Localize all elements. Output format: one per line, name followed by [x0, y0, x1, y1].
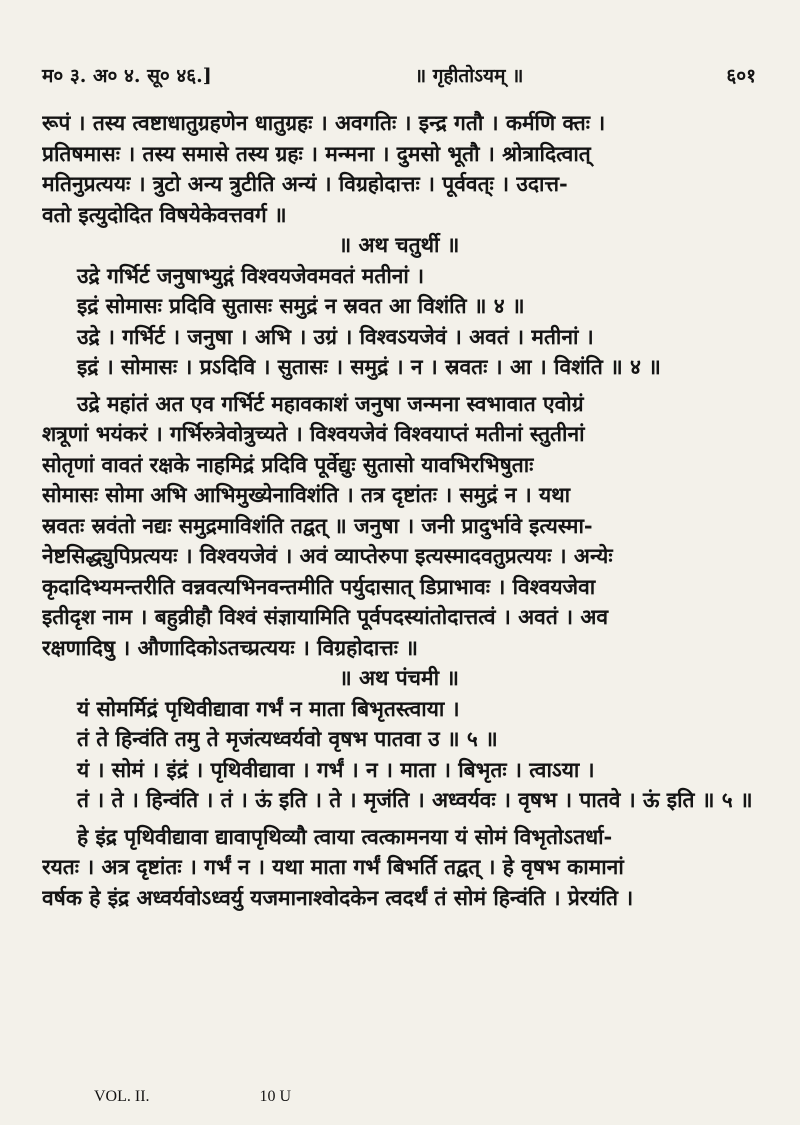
text-line: मतिनुप्रत्ययः । त्रुटो अन्य त्रुटीति अन्यं । विग्रहोदात्तः । पूर्ववत्‌ः । उदात्त- [42, 171, 568, 196]
commentary-line: सोमासः सोमा अभि आभिमुख्येनाविशंति । तत्र दृष्टांतः । समुद्रं न । यथा [42, 482, 571, 507]
main-text [42, 108, 756, 913]
pada-line: उद्रे । गर्भिर्ट । जनुषा । अभि । उग्रं । विश्वऽयजेवं । अवतं । मतीनां । [77, 323, 594, 349]
page-header [42, 62, 756, 92]
section-heading-fourth: ॥ अथ चतुर्थी ॥ [338, 232, 460, 257]
pada-line: इद्रं । सोमासः । प्रऽदिवि । सुतासः । समुद्रं । न । स्रवतः । आ । विशंति ॥ ४ ॥ [77, 354, 661, 379]
commentary-line: वर्षक हे इंद्र अध्वर्यवोऽध्वर्यु यजमानाश्वोदकेन त्वदर्थं तं सोमं हिन्वंति । प्रेरयंति । [42, 884, 634, 910]
verse-line: यं सोमर्मिद्रं पृथिवीद्यावा गर्भं न माता बिभृतस्त्वाया । [77, 695, 460, 721]
verse-line: तं ते हिन्वंति तमु ते मृजंत्यध्वर्यवो वृषभ पातवा उ ॥ ५ ॥ [77, 726, 498, 751]
header-title: ॥ गृहीतोऽयम्‌ ॥ [414, 65, 524, 87]
verse-line: उद्रे गर्भिर्ट जनुषाभ्युद्गं विश्वयजेवमवतं मतीनां । [77, 262, 425, 288]
commentary-line: स्रवतः स्रवंतो नद्यः समुद्रमाविशंति तद्वत्‌ ॥ जनुषा । जनी प्रादुर्भावे इत्यस्मा- [42, 512, 593, 538]
page-footer [94, 1088, 694, 1106]
commentary-line: हे इंद्र पृथिवीद्यावा द्यावापृथिव्यौ त्वाया त्वत्कामनया यं सोमं विभृतोऽतर्धा- [77, 823, 613, 849]
volume-label: VOL. II. [94, 1088, 150, 1105]
commentary-line: कृदादिभ्यमन्तरीति वन्नवत्यभिनवन्तमीति पर्युदासात्‌ डिप्राभावः । विश्वयजेवा [42, 573, 596, 599]
text-line: वतो इत्युदोदित विषयेकेवत्तवर्ग ॥ [42, 201, 287, 227]
commentary-line: रक्षणादिषु । औणादिकोऽतच्प्रत्ययः । विग्रहोदात्तः ॥ [42, 634, 418, 660]
section-heading-fifth: ॥ अथ पंचमी ॥ [339, 665, 459, 690]
pada-line: यं । सोमं । इंद्रं । पृथिवीद्यावा । गर्भं । न । माता । बिभृतः । त्वाऽया । [77, 756, 595, 782]
commentary-line: उद्रे महांतं अत एव गर्भिर्ट महावकाशं जनुषा जन्मना स्वभावात एवोग्रं [77, 390, 584, 416]
commentary-line: इतीदृश नाम । बहुव्रीहौ विश्वं संज्ञायामिति पूर्वपदस्यांतोदात्तत्वं । अवतं । अव [42, 604, 609, 629]
text-line: प्रतिषमासः । तस्य समासे तस्य ग्रहः । मन्मना । दुमसो भूतौ । श्रोत्रादित्वात् [42, 140, 591, 166]
text-line: रूपं । तस्य त्वष्टाधातुग्रहणेन धातुग्रहः । अवगतिः । इन्द्र गतौ । कर्मणि क्तः । [42, 110, 606, 135]
header-section-ref: म० ३. अ० ४. सू० ४६.] [42, 65, 212, 87]
commentary-line: नेष्टसिद्ध्युपिप्रत्ययः । विश्वयजेवं । अवं व्याप्तेरुपा इत्यस्मादवतुप्रत्ययः । अन्येः [42, 543, 613, 568]
commentary-line: शत्रूणां भयंकरं । गर्भिरुत्रेवोत्रुच्यते । विश्वयजेवं विश्वयाप्तं मतीनां स्तुतीनां [42, 421, 585, 446]
header-page-number: ६०१ [726, 65, 756, 87]
verse-line: इद्रं सोमासः प्रदिवि सुतासः समुद्रं न स्रवत आ विशंति ॥ ४ ॥ [77, 293, 525, 318]
commentary-line: रयतः । अत्र दृष्टांतः । गर्भं न । यथा माता गर्भं बिभर्ति तद्वत्‌ । हे वृषभ कामानां [42, 854, 624, 879]
commentary-line: सोतृणां वावतं रक्षके नाहमिद्रं प्रदिवि पूर्वेद्युः सुतासो यावभिरभिषुताः [42, 451, 534, 477]
pada-line: तं । ते । हिन्वंति । तं । ऊं इति । ते । मृजंति । अध्वर्यवः । वृषभ । पातवे । ऊं इति ॥ ५ ॥ [77, 787, 753, 812]
signature-mark: 10 U [259, 1088, 292, 1105]
